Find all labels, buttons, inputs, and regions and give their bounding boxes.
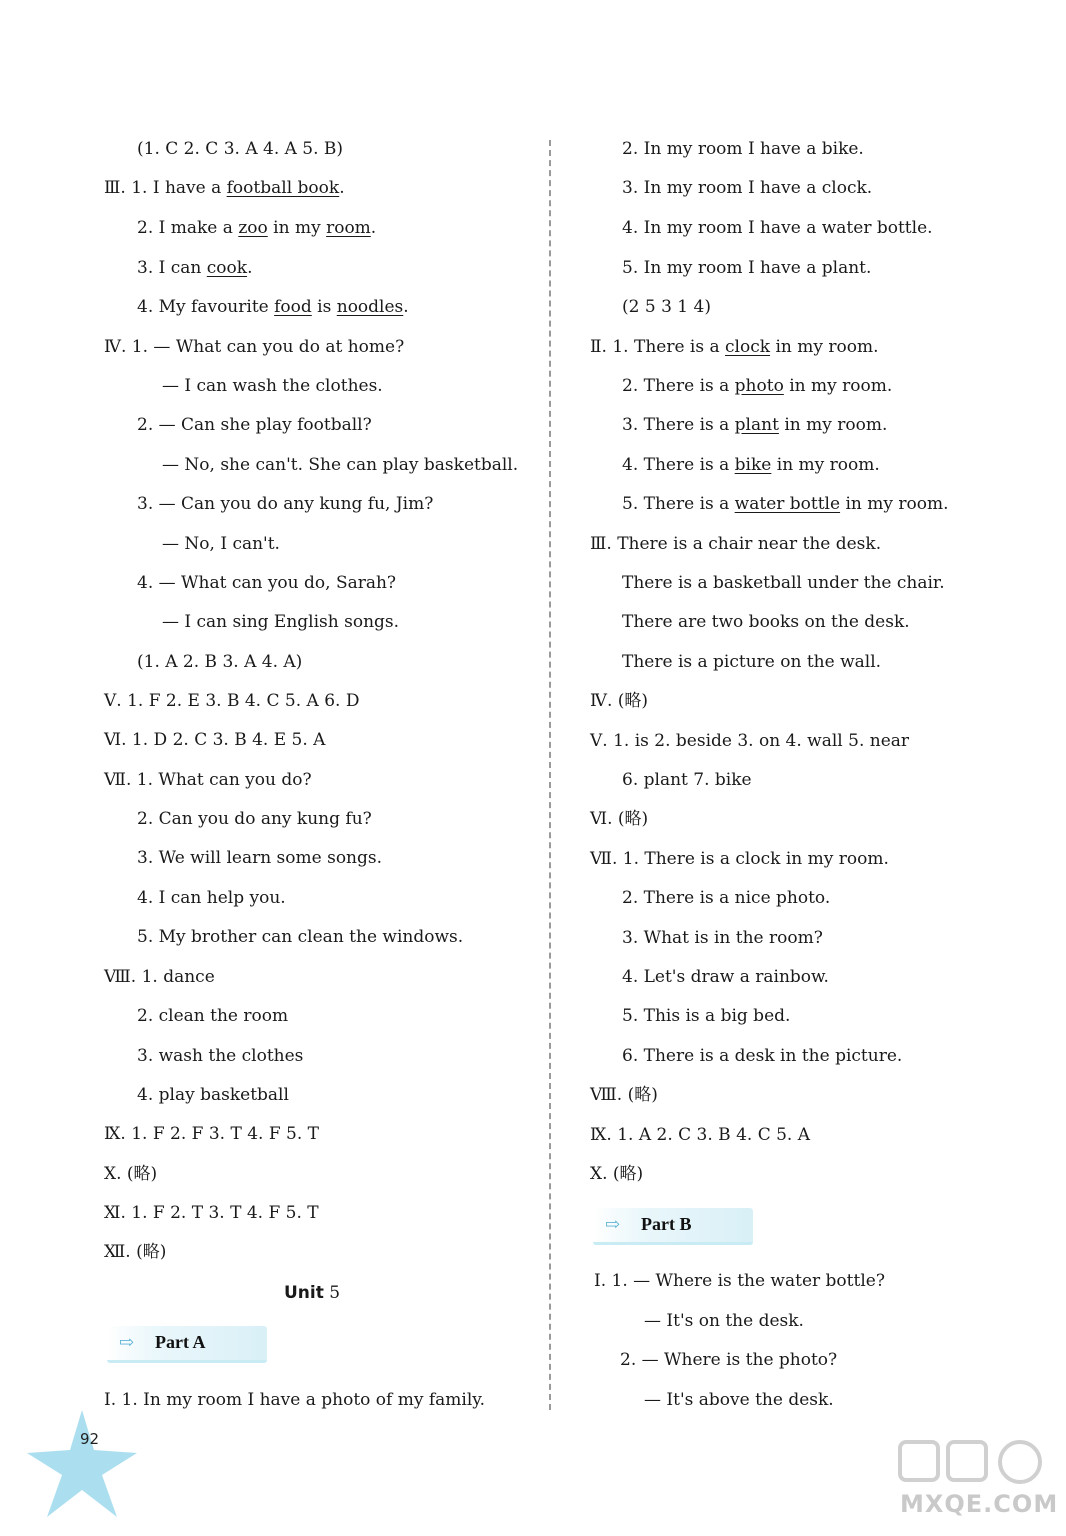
answer-line: Ⅵ. (略) bbox=[590, 809, 649, 829]
answer-line: 2. There is a photo in my room. bbox=[622, 376, 893, 396]
answer-line: Ⅹ. (略) bbox=[104, 1164, 158, 1184]
answer-line: 2. — Where is the photo? bbox=[620, 1350, 838, 1370]
answer-line: Ⅺ. 1. F 2. T 3. T 4. F 5. T bbox=[104, 1203, 319, 1223]
answer-line: 4. In my room I have a water bottle. bbox=[622, 218, 933, 238]
answer-line: Ⅰ. 1. — Where is the water bottle? bbox=[594, 1271, 885, 1291]
answer-line: Ⅷ. 1. dance bbox=[104, 967, 215, 987]
answer-line: Ⅲ. There is a chair near the desk. bbox=[590, 534, 882, 554]
answer-line: Ⅲ. 1. I have a football book. bbox=[104, 178, 345, 198]
answer-line: — It's above the desk. bbox=[644, 1390, 834, 1410]
answer-line: Ⅴ. 1. F 2. E 3. B 4. C 5. A 6. D bbox=[104, 691, 360, 711]
answer-line: 2. Can you do any kung fu? bbox=[137, 809, 372, 829]
answer-line: — No, I can't. bbox=[162, 534, 280, 554]
answer-line: Ⅵ. 1. D 2. C 3. B 4. E 5. A bbox=[104, 730, 326, 750]
answer-line: Ⅻ. (略) bbox=[104, 1242, 167, 1262]
answer-line: 5. My brother can clean the windows. bbox=[137, 927, 464, 947]
answer-line: Ⅶ. 1. What can you do? bbox=[104, 770, 312, 790]
answer-line: 4. — What can you do, Sarah? bbox=[137, 573, 397, 593]
answer-line: — I can wash the clothes. bbox=[162, 376, 383, 396]
arrow-icon: ⇨ bbox=[119, 1332, 135, 1353]
answer-line: 4. Let's draw a rainbow. bbox=[622, 967, 829, 987]
answer-line: 4. There is a bike in my room. bbox=[622, 455, 880, 475]
answer-line: 3. — Can you do any kung fu, Jim? bbox=[137, 494, 434, 514]
answer-line: 2. I make a zoo in my room. bbox=[137, 218, 377, 238]
answer-line: Ⅳ. (略) bbox=[590, 691, 649, 711]
answer-line: Ⅳ. 1. — What can you do at home? bbox=[104, 337, 405, 357]
answer-line: 6. plant 7. bike bbox=[622, 770, 752, 790]
answer-line: 5. In my room I have a plant. bbox=[622, 258, 872, 278]
column-divider bbox=[549, 140, 551, 1410]
answer-line: 3. wash the clothes bbox=[137, 1046, 304, 1066]
answer-line: Ⅴ. 1. is 2. beside 3. on 4. wall 5. near bbox=[590, 731, 910, 751]
unit-title: Unit 5 bbox=[284, 1283, 341, 1303]
answer-line: Ⅸ. 1. A 2. C 3. B 4. C 5. A bbox=[590, 1125, 811, 1145]
watermark-text: MXQE.COM bbox=[900, 1490, 1059, 1518]
answer-line: (2 5 3 1 4) bbox=[622, 297, 711, 317]
part-b-label: Part B bbox=[641, 1214, 692, 1234]
answer-line: There is a basketball under the chair. bbox=[622, 573, 945, 593]
answer-line: (1. A 2. B 3. A 4. A) bbox=[137, 652, 303, 672]
answer-line: — It's on the desk. bbox=[644, 1311, 804, 1331]
answer-line: Ⅶ. 1. There is a clock in my room. bbox=[590, 849, 889, 869]
starfish-decoration bbox=[22, 1405, 142, 1525]
answer-line: 2. — Can she play football? bbox=[137, 415, 372, 435]
answer-line: Ⅰ. 1. In my room I have a photo of my family. bbox=[104, 1390, 486, 1410]
answer-line: 2. In my room I have a bike. bbox=[622, 139, 864, 159]
page-number: 92 bbox=[80, 1430, 100, 1448]
part-b-banner bbox=[593, 1208, 753, 1245]
answer-line: (1. C 2. C 3. A 4. A 5. B) bbox=[137, 139, 344, 159]
answer-line: 2. There is a nice photo. bbox=[622, 888, 831, 908]
answer-line: 3. I can cook. bbox=[137, 258, 253, 278]
answer-line: 2. clean the room bbox=[137, 1006, 289, 1026]
answer-line: 3. There is a plant in my room. bbox=[622, 415, 888, 435]
answer-line: 3. In my room I have a clock. bbox=[622, 178, 873, 198]
answer-line: Ⅸ. 1. F 2. F 3. T 4. F 5. T bbox=[104, 1124, 320, 1144]
answer-line: — No, she can't. She can play basketball. bbox=[162, 455, 519, 475]
answer-line: 6. There is a desk in the picture. bbox=[622, 1046, 903, 1066]
answer-line: There are two books on the desk. bbox=[622, 612, 910, 632]
answer-line: There is a picture on the wall. bbox=[622, 652, 882, 672]
arrow-icon: ⇨ bbox=[605, 1214, 621, 1235]
answer-line: Ⅷ. (略) bbox=[590, 1085, 658, 1105]
part-a-label: Part A bbox=[155, 1332, 206, 1352]
answer-line: — I can sing English songs. bbox=[162, 612, 400, 632]
answer-line: 5. There is a water bottle in my room. bbox=[622, 494, 949, 514]
answer-line: 3. What is in the room? bbox=[622, 928, 823, 948]
answer-line: Ⅱ. 1. There is a clock in my room. bbox=[590, 337, 879, 357]
answer-line: 4. I can help you. bbox=[137, 888, 286, 908]
answer-line: 3. We will learn some songs. bbox=[137, 848, 383, 868]
part-a-banner bbox=[107, 1326, 267, 1363]
answer-line: Ⅹ. (略) bbox=[590, 1164, 644, 1184]
answer-line: 5. This is a big bed. bbox=[622, 1006, 791, 1026]
answer-line: 4. play basketball bbox=[137, 1085, 289, 1105]
answer-line: 4. My favourite food is noodles. bbox=[137, 297, 409, 317]
